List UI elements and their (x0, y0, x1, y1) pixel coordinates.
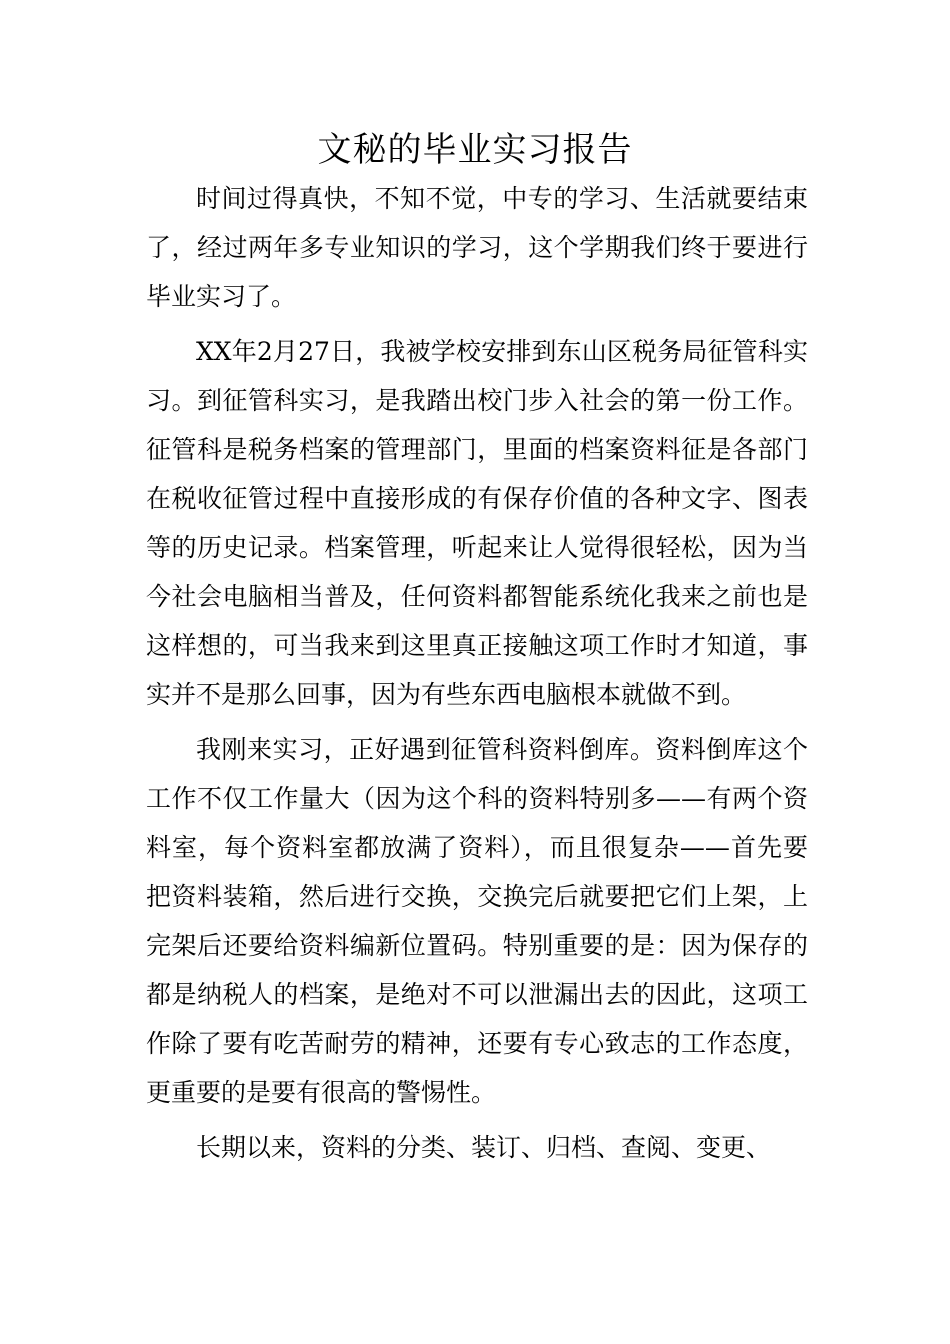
document-body (146, 174, 808, 1178)
paragraph-3: 我刚来实习，正好遇到征管科资料倒库。资料倒库这个工作不仅工作量大（因为这个科的资料特别多——有两个资料室，每个资料室都放满了资料），而且很复杂——首先要把资料装箱，然后进行交换，交换完后就要把它们上架，上完架后还要给资料编新位置码。特别重要的是：因为保存的都是纳税人的档案，是绝对不可以泄漏出去的因此，这项工作除了要有吃苦耐劳的精神，还要有专心致志的工作态度，更重要的是要有很高的警惕性。 (146, 735, 808, 1107)
paragraph-1: 时间过得真快，不知不觉，中专的学习、生活就要结束了，经过两年多专业知识的学习，这个学期我们终于要进行毕业实习了。 (146, 184, 808, 311)
paragraph-4: 长期以来，资料的分类、装订、归档、查阅、变更、 (196, 1133, 772, 1162)
paragraph-2: XX年2月27日，我被学校安排到东山区税务局征管科实习。到征管科实习，是我踏出校门步入社会的第一份工作。征管科是税务档案的管理部门，里面的档案资料征是各部门在税收征管过程中直接形成的有保存价值的各种文字、图表等的历史记录。档案管理，听起来让人觉得很轻松，因为当今社会电脑相当普及，任何资料都智能系统化我来之前也是这样想的，可当我来到这里真正接触这项工作时才知道，事实并不是那么回事，因为有些东西电脑根本就做不到。 (146, 337, 808, 709)
document-title: 文秘的毕业实习报告 (317, 130, 633, 170)
